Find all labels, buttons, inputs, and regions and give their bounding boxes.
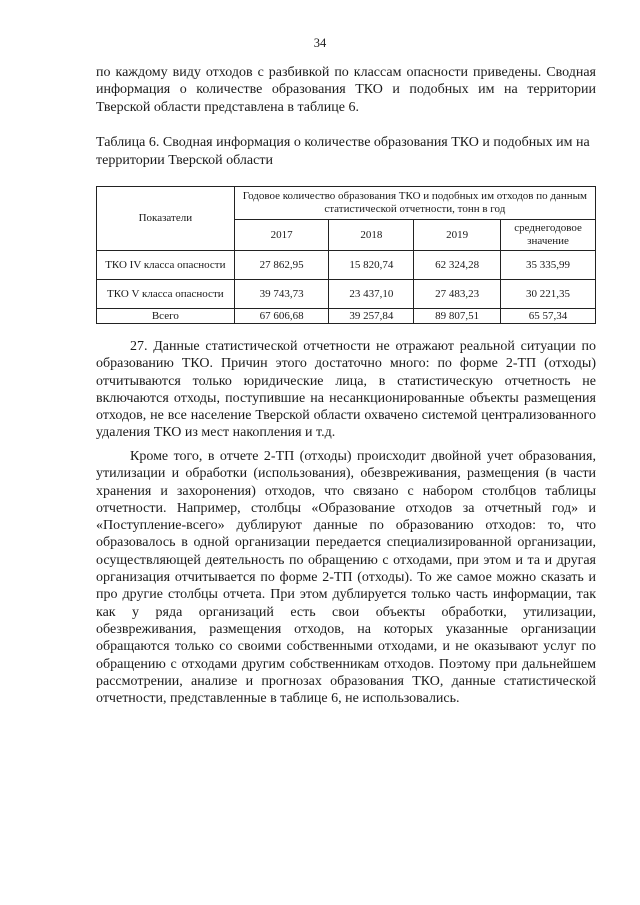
table-header-row (97, 187, 596, 220)
table-cell: 62 324,28 (414, 251, 501, 280)
waste-statistics-table (96, 186, 596, 324)
table-cell: 27 862,95 (234, 251, 329, 280)
indicator-header: Показатели (97, 187, 235, 251)
table-caption: Таблица 6. Сводная информация о количестве образования ТКО и подобных им на территории Тверской области (96, 135, 590, 168)
table-cell: 67 606,68 (234, 309, 329, 324)
table-cell: 30 221,35 (501, 280, 596, 309)
table-cell: 35 335,99 (501, 251, 596, 280)
table-row-tko-v (97, 280, 596, 309)
table-cell: 65 57,34 (501, 309, 596, 324)
column-header-2019: 2019 (414, 220, 501, 251)
column-header-2017: 2017 (234, 220, 329, 251)
paragraph-27: 27. Данные статистической отчетности не отражают реальной ситуации по образованию ТКО. Причин этого достаточно много: по форме 2-ТП (отходы) отчитываются только юридические лица, в статистическую отчетность не включаются отходы, поступившие на несанкционированные объекты размещения отходов, не все население Тверской области охвачено системой централизованного удаления ТКО из мест накопления и т.д. (96, 339, 596, 441)
table-cell: 27 483,23 (414, 280, 501, 309)
row-label: ТКО IV класса опасности (97, 251, 235, 280)
table-row-tko-iv (97, 251, 596, 280)
intro-paragraph: по каждому виду отходов с разбивкой по классам опасности приведены. Сводная информация о количестве образования ТКО и подобных им на территории Тверской области представлена в таблице 6. (96, 65, 596, 115)
table-cell: 89 807,51 (414, 309, 501, 324)
page-number: 34 (313, 36, 327, 50)
row-label: ТКО V класса опасности (97, 280, 235, 309)
paragraph-double-counting: Кроме того, в отчете 2-ТП (отходы) происходит двойной учет образования, утилизации и обработки (использования), обезвреживания, размещения (в части хранения и захоронения) отходов, что связано с набором столбцов таблицы отчетности. Например, столбцы «Образование отходов за отчетный год» и «Поступление-всего» дублируют данные по образованию отходов: то, что образовалось в одной организации передается специализированной организации, осуществляющей деятельность по обращению с отходами, при этом и та и другая организация отчитывается по форме 2-ТП (отходы). То же самое можно сказать и про другие столбцы отчета. При этом дублируется только часть информации, так как у ряда организаций есть свои объекты обработки, утилизации, обезвреживания, размещения отходов, на которых указанные организации обращаются только со своими собственными отходами, и не оказывают услуг по обращению с отходами другим собственникам отходов. Поэтому при дальнейшем рассмотрении, анализе и прогнозах образования ТКО, данные статистической отчетности, представленные в таблице 6, не использовались. (96, 449, 596, 707)
column-header-2018: 2018 (329, 220, 414, 251)
table-cell: 15 820,74 (329, 251, 414, 280)
table-cell: 23 437,10 (329, 280, 414, 309)
row-label: Всего (97, 309, 235, 324)
column-header-average: среднегодовое значение (501, 220, 596, 251)
table-row-total (97, 309, 596, 324)
table-cell: 39 257,84 (329, 309, 414, 324)
table-cell: 39 743,73 (234, 280, 329, 309)
group-header: Годовое количество образования ТКО и подобных им отходов по данным статистической отчетности, тонн в год (234, 187, 595, 220)
